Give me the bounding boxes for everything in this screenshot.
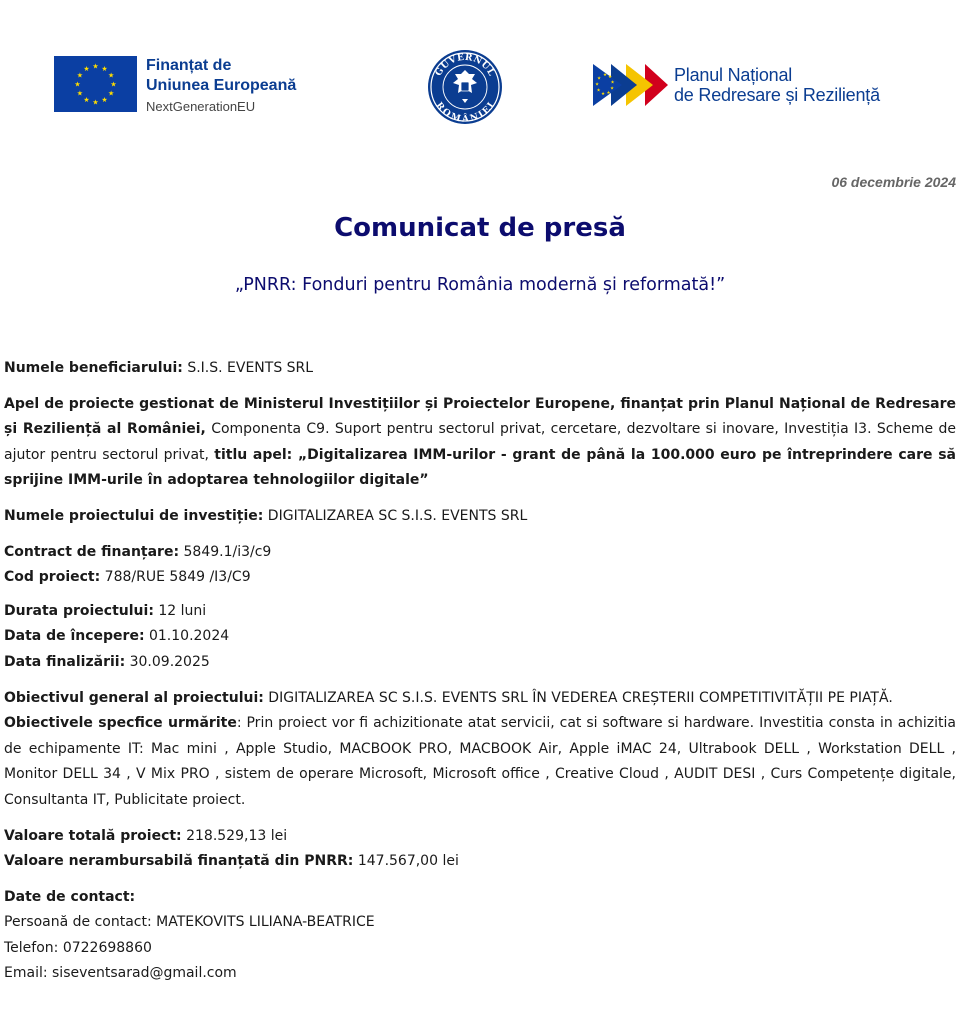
seal-bottom-text: ROMÂNIEI [433, 100, 497, 125]
code-row [4, 565, 956, 591]
svg-text:★: ★ [610, 80, 615, 86]
svg-text:★: ★ [600, 92, 606, 97]
beneficiary-row [4, 356, 956, 382]
general-objective-label: Obiectivul general al proiectului: [4, 689, 264, 706]
end-date-label: Data finalizării: [4, 653, 126, 670]
call-bold-intro: Apel de proiecte gestionat de Ministerul Investițiilor și Proiectelor Europene, finanțat prin Planul Național de Redresare și Reziliență al României, [4, 395, 956, 438]
press-release-body [4, 356, 956, 987]
svg-text:★: ★ [596, 88, 601, 94]
publication-date: 06 decembrie 2024 [831, 174, 956, 190]
contact-email: Email: siseventsarad@gmail.com [4, 965, 237, 982]
call-paragraph [4, 392, 956, 494]
contact-phone: Telefon: 0722698860 [4, 939, 152, 956]
svg-text:★: ★ [609, 86, 615, 92]
call-title: titlu apel: „Digitalizarea IMM-urilor - grant de până la 100.000 euro pe întreprindere care să sprijine IMM-urile în adoptarea tehnologiilor digitale” [4, 446, 956, 489]
svg-text:★: ★ [76, 71, 84, 80]
page-title: Comunicat de presă [334, 213, 626, 243]
eu-flag-icon [54, 56, 137, 112]
start-date-label: Data de începere: [4, 628, 145, 645]
contract-label: Contract de finanțare: [4, 543, 180, 560]
svg-text:★: ★ [101, 96, 108, 105]
svg-text:★: ★ [76, 89, 84, 98]
total-value-label: Valoare totală proiect: [4, 827, 182, 844]
pnrr-arrows-icon [593, 62, 668, 108]
svg-text:★: ★ [594, 82, 600, 88]
grant-value-label: Valoare nerambursabilă finanțată din PNRR: [4, 853, 354, 870]
seal-top-text: GUVERNUL [433, 52, 497, 79]
contract-value: 5849.1/i3/c9 [179, 543, 272, 560]
eu-logo-line2: Uniunea Europeană [146, 77, 297, 94]
beneficiary-value: S.I.S. EVENTS SRL [182, 360, 314, 376]
grant-value-value: 147.567,00 lei [353, 853, 459, 870]
start-date-value: 01.10.2024 [144, 628, 230, 645]
code-value: 788/RUE 5849 /I3/C9 [100, 569, 251, 586]
svg-text:★: ★ [602, 73, 608, 78]
eu-funding-logo [54, 56, 296, 116]
svg-text:★: ★ [74, 80, 81, 89]
svg-text:★: ★ [606, 91, 611, 96]
pnrr-logo-line1: Planul Național [674, 65, 793, 85]
duration-row [4, 599, 956, 625]
project-name-row [4, 504, 956, 530]
contact-person: Persoană de contact: MATEKOVITS LILIANA-BEATRICE [4, 914, 375, 931]
grant-value-row [4, 849, 956, 875]
total-value-row [4, 824, 956, 850]
contact-heading [4, 885, 956, 911]
contact-heading-text: Date de contact: [4, 888, 136, 905]
svg-text:★: ★ [101, 64, 108, 73]
total-value-value: 218.529,13 lei [181, 827, 288, 844]
pnrr-logo-line2: de Redresare și Reziliență [674, 85, 880, 105]
svg-text:★: ★ [92, 98, 99, 107]
general-objective-row [4, 686, 956, 712]
svg-text:★: ★ [92, 62, 99, 71]
specific-objectives-label: Obiectivele specfice urmărite [4, 715, 237, 732]
project-name-label: Numele proiectului de investiție: [4, 507, 264, 524]
end-date-value: 30.09.2025 [125, 653, 210, 670]
svg-text:★: ★ [107, 71, 115, 80]
header-logos [0, 0, 960, 160]
general-objective-value: DIGITALIZAREA SC S.I.S. EVENTS SRL ÎN VEDEREA CREȘTERII COMPETITIVITĂȚII PE PIAȚĂ. [263, 689, 893, 706]
start-date-row [4, 624, 956, 650]
pnrr-logo [593, 62, 880, 108]
contract-row [4, 540, 956, 566]
svg-text:★: ★ [110, 80, 117, 89]
eu-logo-line3: NextGenerationEU [146, 99, 256, 114]
beneficiary-label: Numele beneficiarului: [4, 360, 183, 376]
code-label: Cod proiect: [4, 569, 101, 586]
eu-logo-line1: Finanțat de [146, 57, 232, 74]
specific-objectives-value: : Prin proiect vor fi achizitionate atat servicii, cat si software si hardware. Investitia consta in achizitia de echipamente IT: Mac mini , Apple Studio, MACBOOK PRO, MACBOOK Air, Apple iMAC 24, Ultrabook DELL , Workstation DELL , Monitor DELL 34 , V Mix PRO , sistem de operare Microsoft, Microsoft office , Creative Cloud , AUDIT DESI , Curs Competențe digitale, Consultanta IT, Publicitate proiect. [4, 715, 956, 808]
end-date-row [4, 650, 956, 676]
guvernul-romaniei-seal-icon [425, 48, 505, 126]
svg-text:★: ★ [83, 64, 90, 73]
duration-label: Durata proiectului: [4, 602, 154, 619]
page-subtitle: „PNRR: Fonduri pentru România modernă și reformată!” [234, 275, 726, 295]
project-name-value: DIGITALIZAREA SC S.I.S. EVENTS SRL [263, 507, 528, 524]
svg-text:★: ★ [607, 75, 613, 80]
svg-text:★: ★ [83, 96, 90, 105]
specific-objectives-row [4, 711, 956, 813]
call-text: Componenta C9. Suport pentru sectorul privat, cercetare, dezvoltare si inovare, Investiția I3. Scheme de ajutor pentru sectorul privat, [4, 421, 957, 463]
svg-text:★: ★ [107, 89, 115, 98]
svg-text:★: ★ [596, 76, 602, 82]
duration-value: 12 luni [153, 602, 207, 619]
